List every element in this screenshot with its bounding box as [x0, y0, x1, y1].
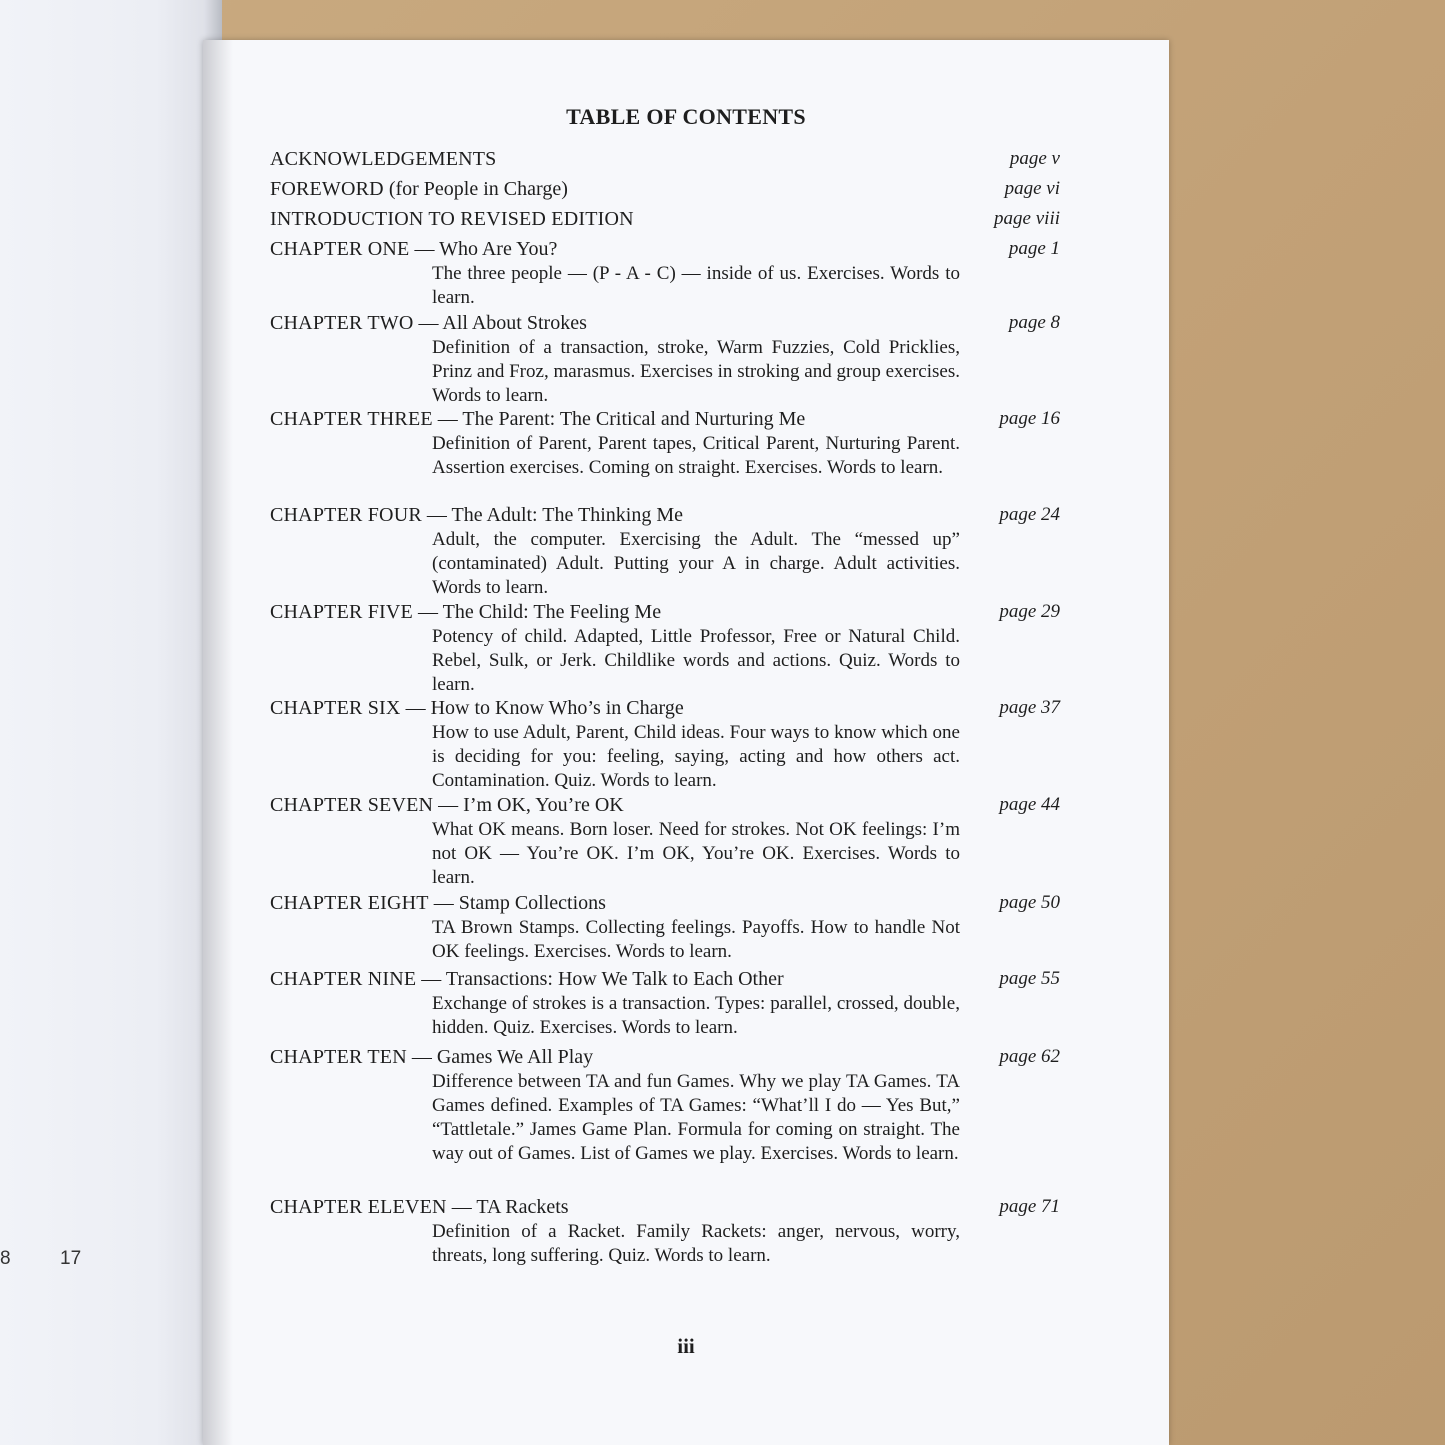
toc-entry [270, 1046, 1060, 1166]
toc-entry-name: CHAPTER SEVEN [270, 794, 434, 816]
toc-entry-subtitle: — The Child: The Feeling Me [412, 601, 662, 623]
toc-entry-subtitle: — Transactions: How We Talk to Each Other [416, 968, 784, 990]
toc-entry-page: page 50 [999, 892, 1060, 913]
toc-entry-name: CHAPTER TWO [270, 312, 414, 334]
toc-entry-subtitle: (for People in Charge) [388, 178, 568, 200]
toc-entry-name: INTRODUCTION TO REVISED EDITION [270, 208, 634, 230]
toc-entry-page: page 71 [999, 1196, 1060, 1217]
toc-entry-subtitle: — The Adult: The Thinking Me [421, 504, 683, 526]
toc-entry-subtitle: — How to Know Who’s in Charge [400, 697, 684, 719]
toc-entry-page: page 1 [1008, 238, 1060, 259]
toc-entry-heading [270, 178, 1060, 201]
toc-entry-heading [270, 892, 1060, 915]
toc-entry-heading [270, 697, 1060, 720]
toc-entry [270, 504, 1060, 600]
toc-entry-page: page 29 [999, 601, 1060, 622]
toc-entry [270, 408, 1060, 480]
toc-entry-page: page 62 [999, 1046, 1060, 1067]
toc-entry-heading [270, 148, 1060, 171]
left-page-number: 17 [60, 1248, 82, 1269]
toc-entry-description: Definition of a transaction, stroke, Warm Fuzzies, Cold Pricklies, Prinz and Froz, marasmus. Exercises in stroking and group exercises. Words to learn. [432, 337, 960, 406]
toc-entry-name: CHAPTER SIX [270, 697, 401, 719]
toc-entry-description: Definition of Parent, Parent tapes, Critical Parent, Nurturing Parent. Assertion exercises. Coming on straight. Exercises. Words to learn. [432, 433, 960, 478]
toc-entry-heading [270, 408, 1060, 431]
toc-entry-name: CHAPTER TEN [270, 1046, 407, 1068]
toc-entry-subtitle: — Who Are You? [409, 238, 558, 260]
toc-entry-name: CHAPTER THREE [270, 408, 433, 430]
toc-entry-heading [270, 1046, 1060, 1069]
toc-entry-heading [270, 208, 1060, 231]
toc-page [203, 40, 1169, 1445]
toc-entry [270, 178, 1060, 201]
toc-entry-heading [270, 968, 1060, 991]
toc-entry-subtitle: — Stamp Collections [428, 892, 606, 914]
page-number: iii [677, 1334, 695, 1358]
toc-entry-description: Adult, the computer. Exercising the Adult. The “messed up” (contaminated) Adult. Putting your A in charge. Adult activities. Words to learn. [432, 529, 960, 598]
toc-entry-subtitle: — TA Rackets [446, 1196, 569, 1218]
toc-entry-subtitle: — Games We All Play [406, 1046, 594, 1068]
toc-entry-name: CHAPTER ONE [270, 238, 410, 260]
toc-entry [270, 601, 1060, 697]
toc-entry-page: page 44 [999, 794, 1060, 815]
toc-entry [270, 238, 1060, 310]
toc-entry-page: page 24 [999, 504, 1060, 525]
toc-entry-subtitle: — The Parent: The Critical and Nurturing Me [432, 408, 806, 430]
toc-entry-description: The three people — (P - A - C) — inside of us. Exercises. Words to learn. [432, 263, 960, 308]
toc-entry [270, 968, 1060, 1040]
toc-entry-heading [270, 1196, 1060, 1219]
toc-entry-name: CHAPTER EIGHT [270, 892, 429, 914]
toc-entry-name: FOREWORD [270, 178, 384, 200]
toc-entry-page: page 37 [999, 697, 1060, 718]
toc-entry [270, 148, 1060, 171]
toc-entry-page: page v [1009, 148, 1060, 169]
toc-entry-description: What OK means. Born loser. Need for strokes. Not OK feelings: I’m not OK — You’re OK. I’m OK, You’re OK. Exercises. Words to learn. [432, 819, 960, 888]
toc-entry-description: Potency of child. Adapted, Little Professor, Free or Natural Child. Rebel, Sulk, or Jerk. Childlike words and actions. Quiz. Words to learn. [432, 626, 960, 695]
toc-entry-page: page vi [1004, 178, 1060, 199]
toc-entry-page: page 55 [999, 968, 1060, 989]
spine-shadow [203, 40, 233, 1445]
toc-entry-name: ACKNOWLEDGEMENTS [270, 148, 497, 170]
toc-entry-page: page viii [994, 208, 1060, 229]
toc-entry-name: CHAPTER ELEVEN [270, 1196, 447, 1218]
toc-entry [270, 892, 1060, 964]
page-title: TABLE OF CONTENTS [566, 104, 806, 129]
toc-entry-page: page 8 [1008, 312, 1060, 333]
toc-entry-name: CHAPTER FIVE [270, 601, 413, 623]
toc-entry-subtitle: — All About Strokes [413, 312, 587, 334]
toc-entry-description: How to use Adult, Parent, Child ideas. Four ways to know which one is deciding for you: feeling, saying, acting and how others act. Contamination. Quiz. Words to learn. [432, 722, 960, 791]
toc-entry-heading [270, 601, 1060, 624]
toc-entry-description: TA Brown Stamps. Collecting feelings. Payoffs. How to handle Not OK feelings. Exercises. Words to learn. [432, 917, 960, 962]
toc-entry-name: CHAPTER FOUR [270, 504, 422, 526]
toc-entry-heading [270, 504, 1060, 527]
toc-entry [270, 312, 1060, 408]
toc-entry-heading [270, 238, 1060, 261]
toc-entry-page: page 16 [999, 408, 1060, 429]
toc-entry-description: Difference between TA and fun Games. Why we play TA Games. TA Games defined. Examples of TA Games: “What’ll I do — Yes But,” “Tattletale.” James Game Plan. Formula for coming on straight. The way out of Games. List of Games we play. Exercises. Words to learn. [432, 1071, 960, 1164]
toc-entry-description: Exchange of strokes is a transaction. Types: parallel, crossed, double, hidden. Quiz. Exercises. Words to learn. [432, 993, 960, 1038]
toc-entry [270, 208, 1060, 231]
toc-entry-heading [270, 794, 1060, 817]
toc-entry-subtitle: — I’m OK, You’re OK [433, 794, 624, 816]
toc-entry [270, 697, 1060, 793]
left-page-number: 8 [0, 1248, 11, 1269]
toc-entry-description: Definition of a Racket. Family Rackets: anger, nervous, worry, threats, long suffering. Quiz. Words to learn. [432, 1221, 960, 1266]
toc-entry-heading [270, 312, 1060, 335]
left-page [0, 0, 222, 1445]
toc-entry [270, 794, 1060, 890]
toc-entry-name: CHAPTER NINE [270, 968, 417, 990]
toc-entry [270, 1196, 1060, 1268]
